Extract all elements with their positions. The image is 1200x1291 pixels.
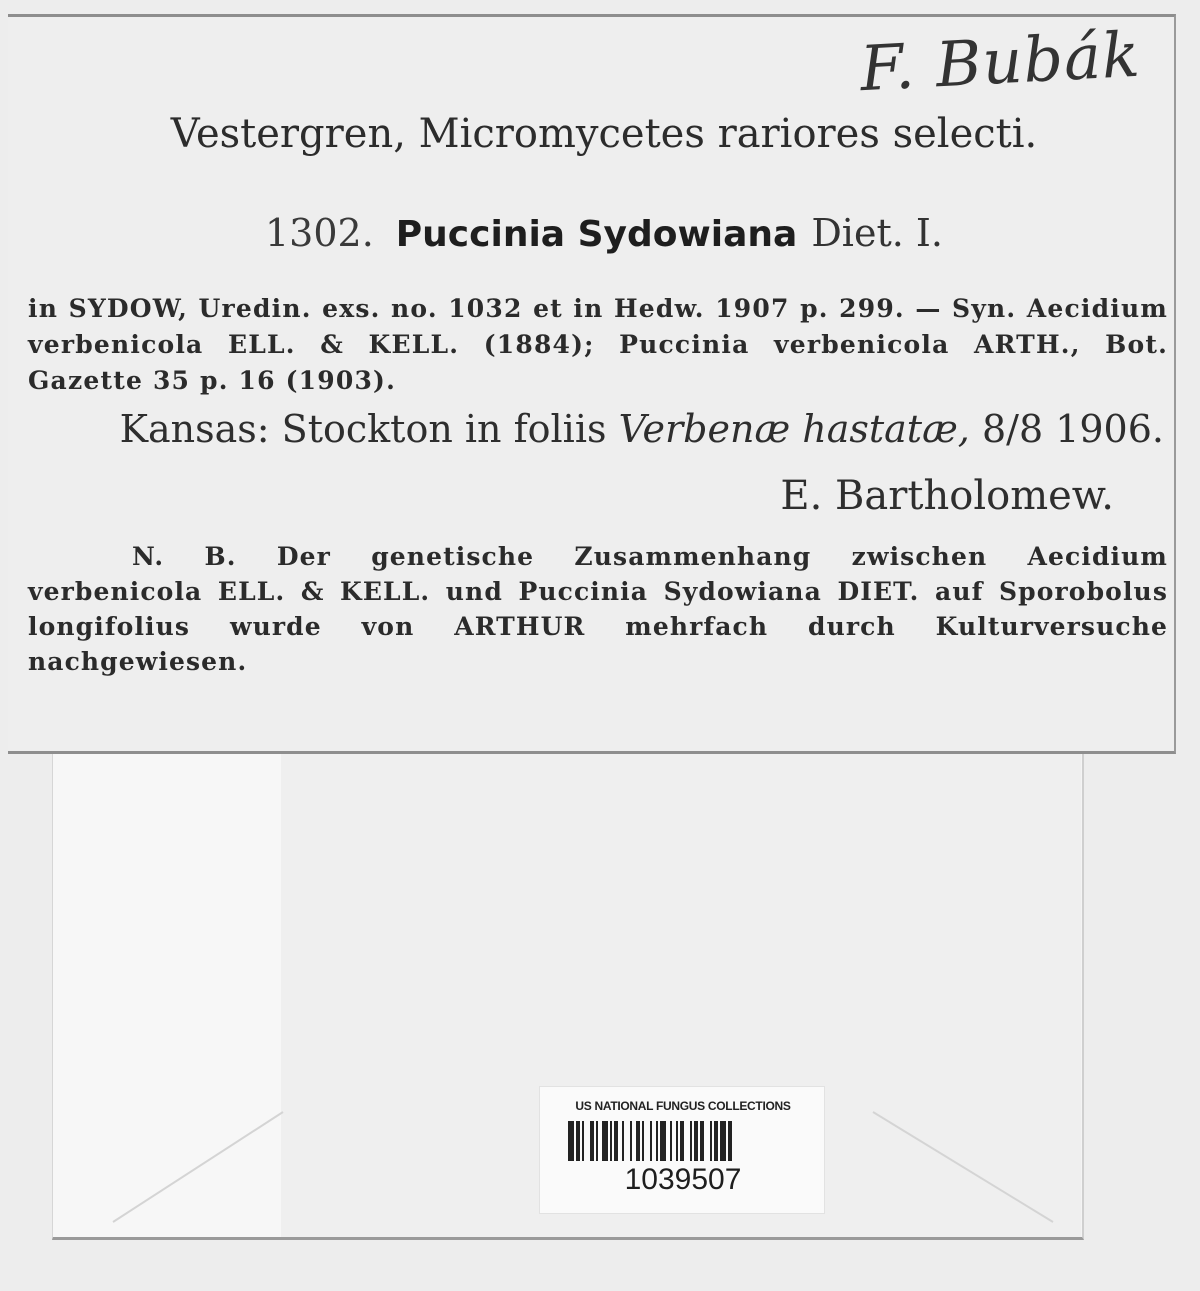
barcode-collection-name: US NATIONAL FUNGUS COLLECTIONS xyxy=(575,1099,791,1113)
series-title: Vestergren, Micromycetes rariores selecti. xyxy=(170,111,1038,157)
collector-name: E. Bartholomew. xyxy=(780,473,1114,519)
locality-text: Kansas: Stockton in foliis xyxy=(119,407,619,451)
handwritten-annotation: F. Bubák xyxy=(858,17,1143,106)
species-authority: Diet. I. xyxy=(811,211,943,255)
collection-date: 8/8 1906. xyxy=(969,407,1164,451)
host-name: Verbenæ hastatæ, xyxy=(618,407,970,451)
barcode-icon xyxy=(568,1121,798,1161)
species-heading xyxy=(8,211,1200,255)
specimen-envelope xyxy=(52,752,1084,1240)
barcode-number: 1039507 xyxy=(624,1163,742,1196)
exsiccata-number: 1302. xyxy=(265,211,374,255)
herbarium-label xyxy=(8,14,1176,754)
note-text: N. B. Der genetische Zusammenhang zwischen Aecidium verbenicola ELL. & KELL. und Puccinia Sydowiana DIET. auf Sporobolus longifolius wurde von ARTHUR mehrfach durch Kulturversuche nachgewiesen. xyxy=(28,542,1168,676)
locality-line xyxy=(8,407,1164,451)
synonymy-text: in SYDOW, Uredin. exs. no. 1032 et in Hedw. 1907 p. 299. — Syn. Aecidium verbenicola ELL. & KELL. (1884); Puccinia verbenicola ARTH., Bot. Gazette 35 p. 16 (1903). xyxy=(28,294,1168,395)
species-name: Puccinia Sydowiana xyxy=(395,214,798,255)
barcode-sticker xyxy=(539,1086,825,1214)
